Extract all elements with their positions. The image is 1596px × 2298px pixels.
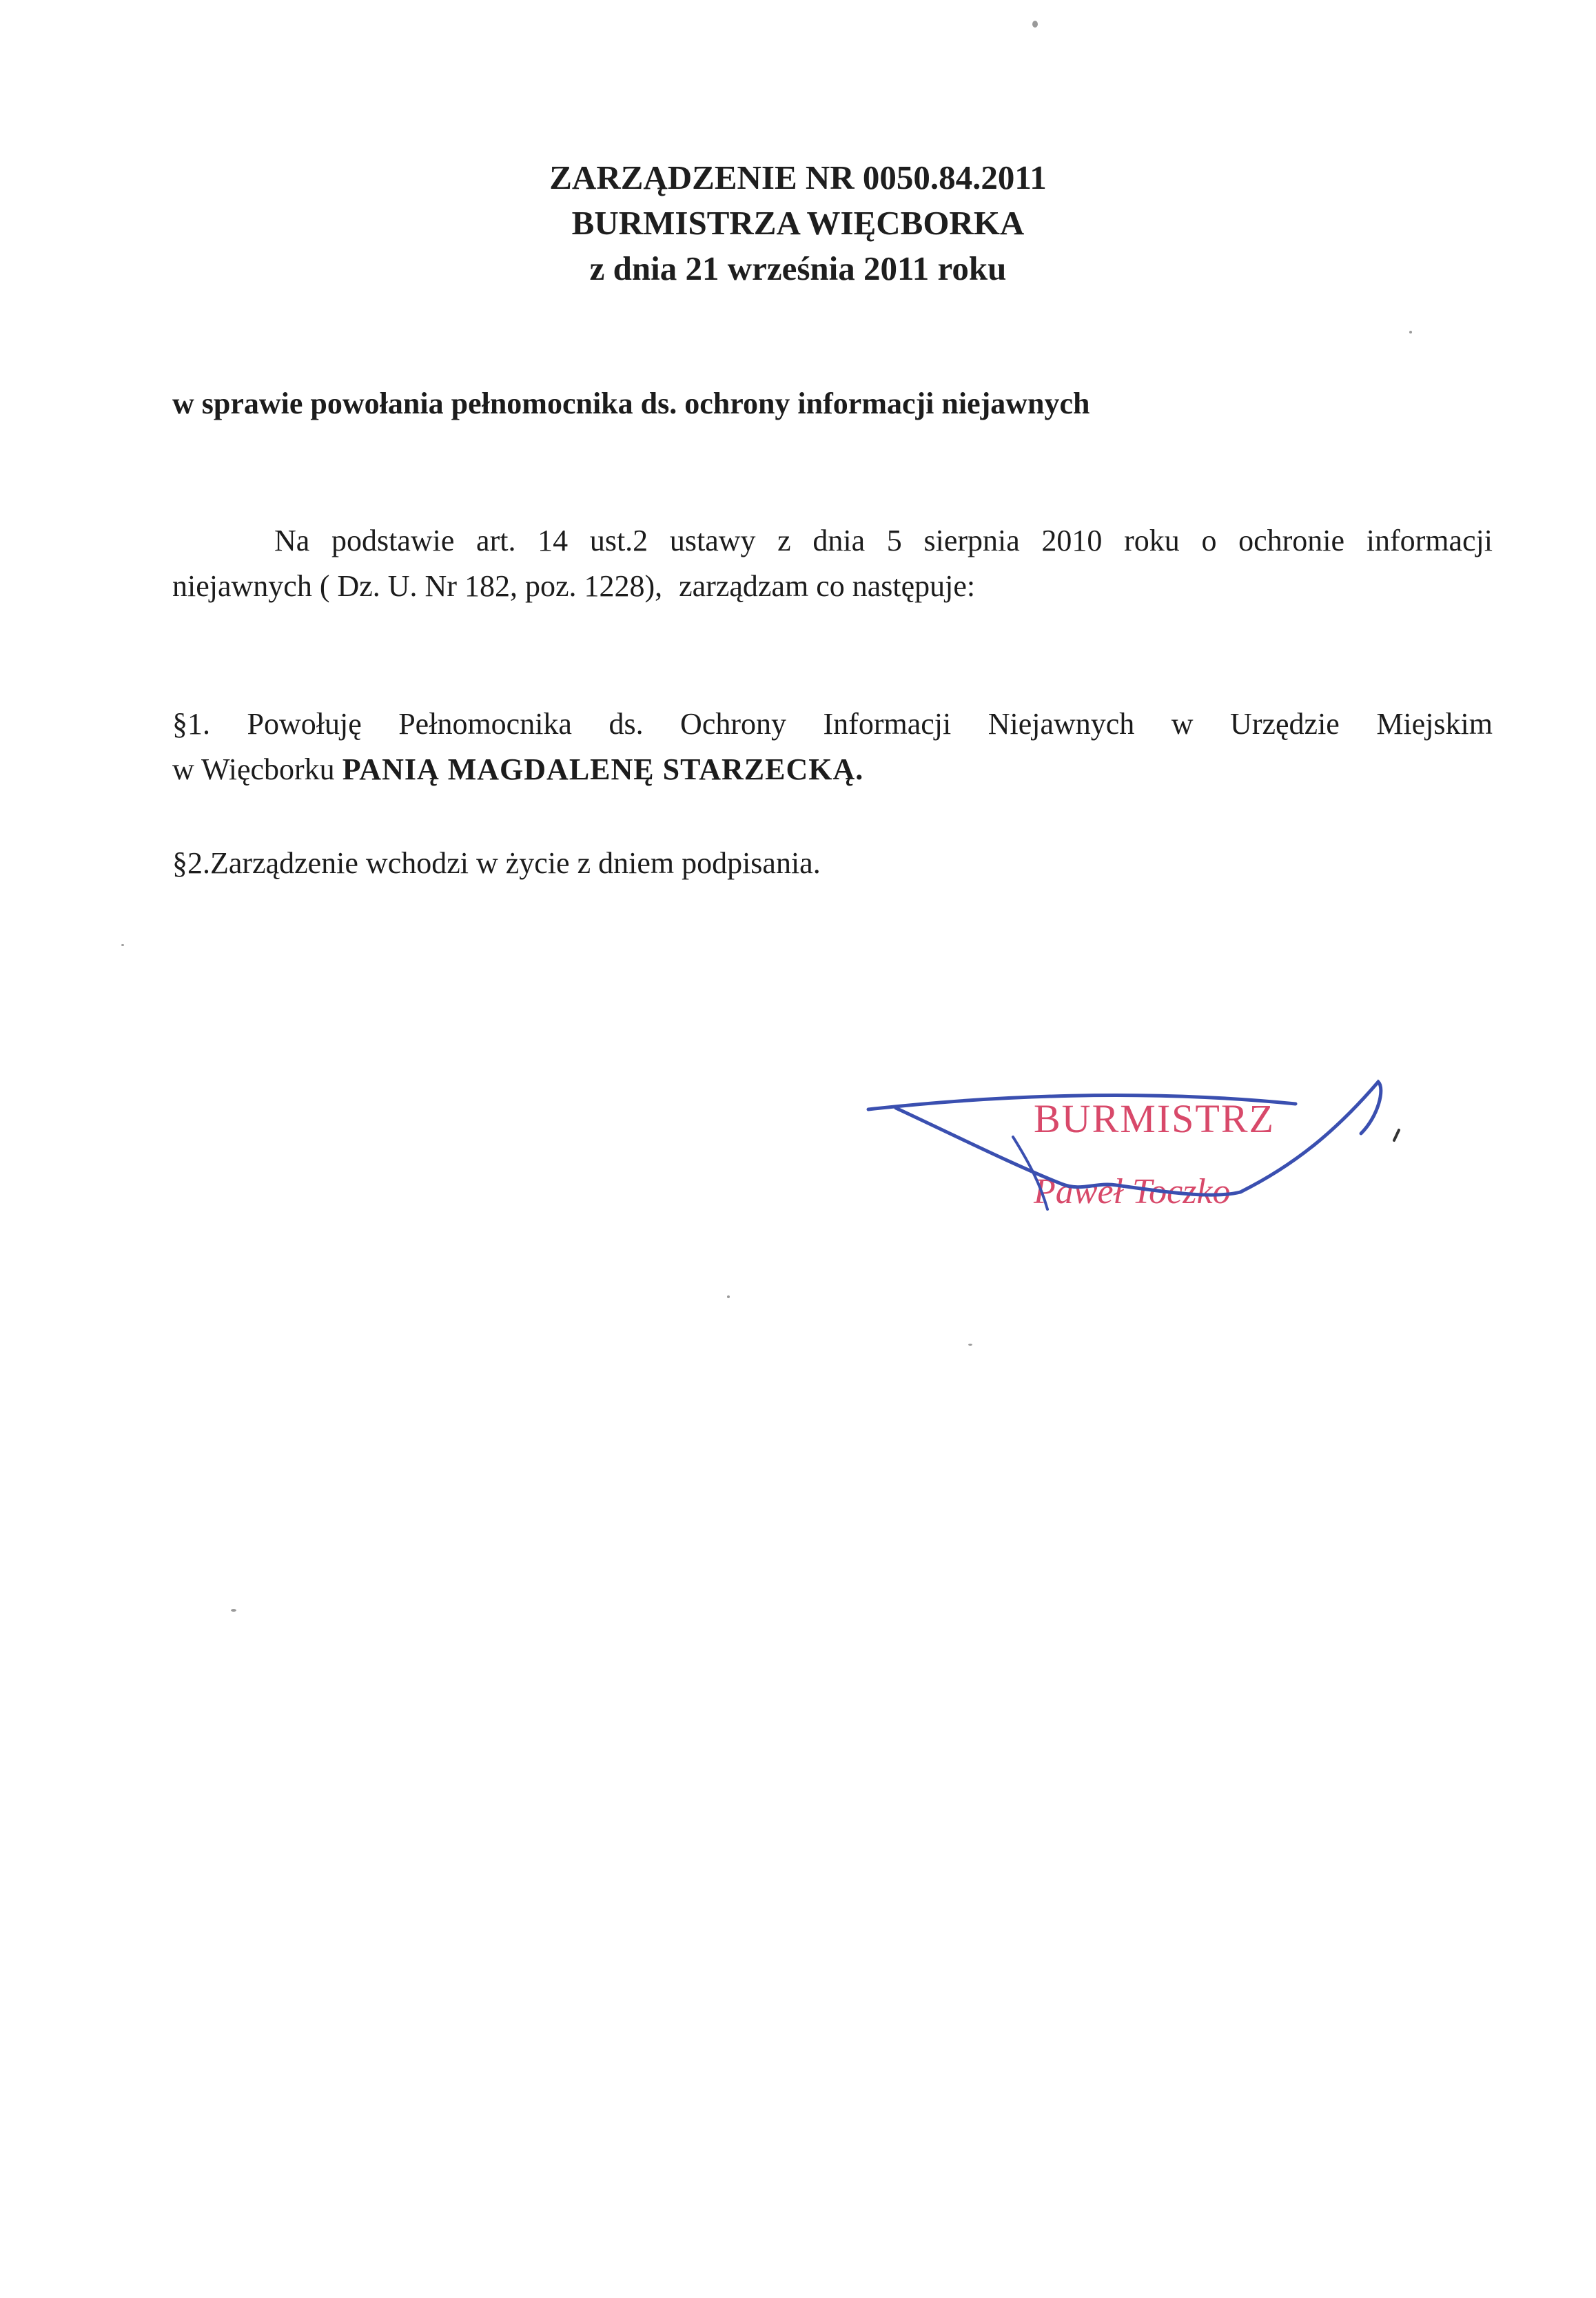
legal-basis-paragraph bbox=[172, 518, 1493, 609]
scan-speck bbox=[968, 1344, 972, 1346]
section-1-line-2 bbox=[172, 747, 1493, 792]
signature-block bbox=[855, 1061, 1475, 1240]
scan-speck bbox=[231, 1609, 236, 1612]
document-subject: w sprawie powołania pełnomocnika ds. ochrony informacji niejawnych bbox=[172, 387, 1090, 420]
section-1-line-1: §1. Powołuję Pełnomocnika ds. Ochrony Informacji Niejawnych w Urzędzie Miejskim bbox=[172, 707, 1493, 741]
section-2-paragraph bbox=[172, 841, 1493, 886]
stamp-title: BURMISTRZ bbox=[1034, 1096, 1275, 1141]
legal-basis-line-1: Na podstawie art. 14 ust.2 ustawy z dnia 5 sierpnia 2010 roku o ochronie informacji bbox=[274, 524, 1493, 557]
ordinance-number: ZARZĄDZENIE NR 0050.84.2011 bbox=[549, 158, 1047, 196]
scan-speck bbox=[121, 944, 124, 946]
legal-basis-line-2 bbox=[172, 564, 1493, 609]
section-1-location: w Więcborku bbox=[172, 752, 335, 786]
scan-speck bbox=[1409, 331, 1412, 334]
appointee-name: PANIĄ MAGDALENĘ STARZECKĄ. bbox=[342, 752, 864, 786]
stamp-name: Paweł Toczko bbox=[1034, 1172, 1231, 1211]
scan-speck bbox=[1032, 21, 1038, 28]
scan-speck bbox=[727, 1295, 730, 1298]
decision-clause: zarządzam co następuje: bbox=[679, 569, 976, 603]
issuer: BURMISTRZA WIĘCBORKA bbox=[571, 204, 1025, 242]
document-header bbox=[0, 155, 1596, 291]
section-2-line: §2.Zarządzenie wchodzi w życie z dniem podpisania. bbox=[172, 846, 821, 880]
issue-date: z dnia 21 września 2011 roku bbox=[589, 249, 1007, 287]
legal-basis-citation: niejawnych ( Dz. U. Nr 182, poz. 1228), bbox=[172, 569, 663, 603]
section-1-paragraph bbox=[172, 701, 1493, 792]
handwritten-signature-icon bbox=[855, 1061, 1475, 1240]
